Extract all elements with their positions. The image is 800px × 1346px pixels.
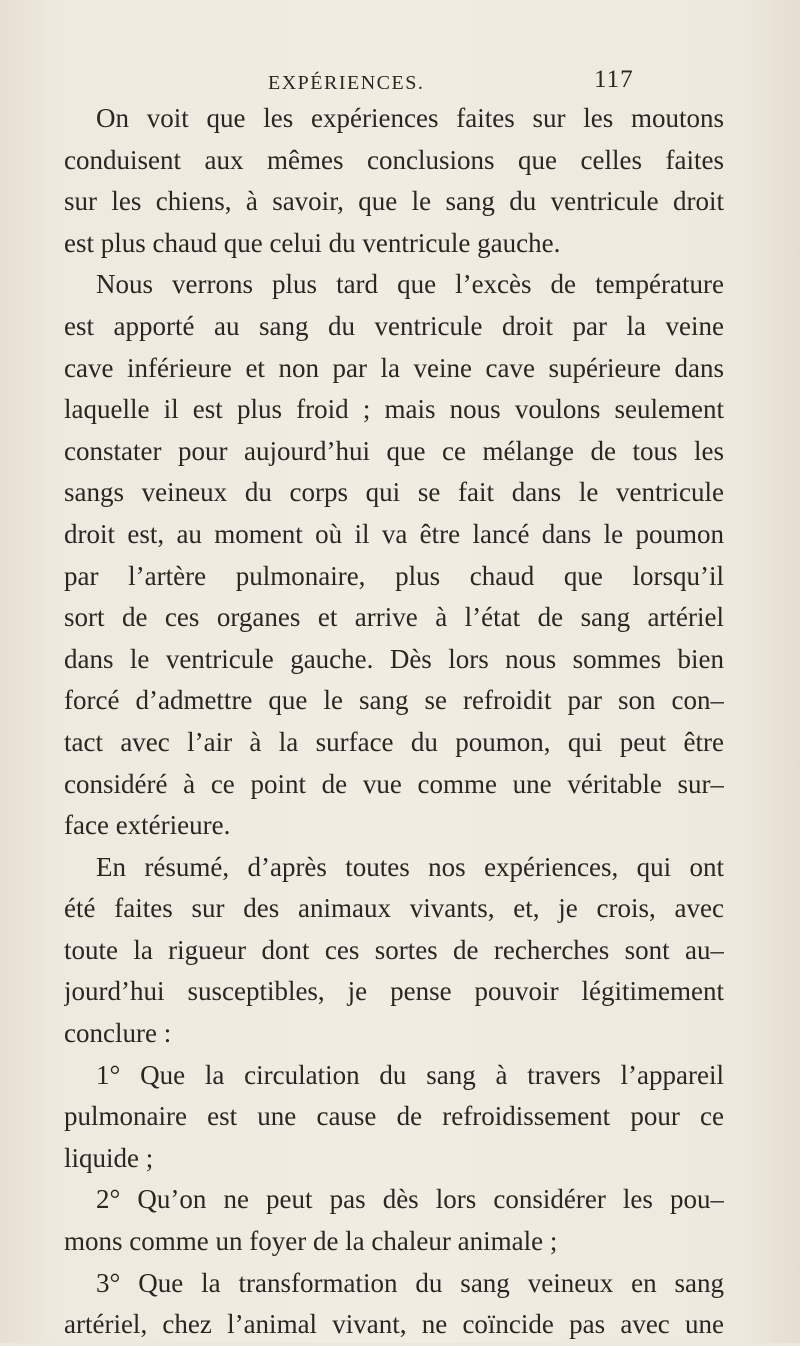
text-line: En résumé, d’après toutes nos expériences, qui ont — [96, 851, 724, 882]
text-line: sort de ces organes et arrive à l’état de sang artériel — [64, 602, 724, 633]
text-line: constater pour aujourd’hui que ce mélange de tous les — [64, 435, 724, 466]
text-line: est apporté au sang du ventricule droit par la veine — [64, 310, 724, 341]
page-number: 117 — [594, 66, 634, 93]
text-line: On voit que les expériences faites sur les moutons — [96, 103, 724, 133]
text-line: laquelle il est plus froid ; mais nous voulons seulement — [64, 394, 724, 425]
text-line: 2° Qu’on ne peut pas dès lors considérer les pou– — [96, 1184, 724, 1215]
text-line: été faites sur des animaux vivants, et, je crois, avec — [64, 893, 724, 924]
text-line: sangs veineux du corps qui se fait dans le ventricule — [64, 477, 724, 508]
text-line: par l’artère pulmonaire, plus chaud que lorsqu’il — [64, 560, 724, 591]
text-line: liquide ; — [64, 1142, 154, 1173]
text-line: pulmonaire est une cause de refroidissement pour ce — [64, 1101, 724, 1132]
text-line: tact avec l’air à la surface du poumon, qui peut être — [64, 726, 724, 757]
text-line: sur les chiens, à savoir, que le sang du ventricule droit — [64, 186, 724, 217]
text-line: mons comme un foyer de la chaleur animale ; — [64, 1226, 558, 1257]
text-line: est plus chaud que celui du ventricule gauche. — [64, 227, 561, 258]
text-line: artériel, chez l’animal vivant, ne coïncide pas avec une — [64, 1309, 724, 1340]
text-line: droit est, au moment où il va être lancé dans le poumon — [64, 518, 724, 549]
text-line: dans le ventricule gauche. Dès lors nous sommes bien — [64, 643, 724, 674]
text-line: conclure : — [64, 1018, 172, 1049]
text-line: considéré à ce point de vue comme une véritable sur– — [64, 768, 724, 799]
text-line: cave inférieure et non par la veine cave supérieure dans — [64, 352, 724, 383]
body-text — [64, 98, 724, 1346]
text-line: forcé d’admettre que le sang se refroidit par son con– — [64, 685, 724, 716]
text-line: 1° Que la circulation du sang à travers l’appareil — [96, 1059, 724, 1090]
text-line: 3° Que la transformation du sang veineux en sang — [96, 1267, 724, 1298]
text-line: Nous verrons plus tard que l’excès de température — [96, 269, 724, 300]
text-line: jourd’hui susceptibles, je pense pouvoir légitimement — [64, 976, 724, 1007]
text-line: conduisent aux mêmes conclusions que celles faites — [64, 144, 724, 175]
text-line: toute la rigueur dont ces sortes de recherches sont au– — [64, 934, 724, 965]
text-line: face extérieure. — [64, 810, 231, 841]
running-head: EXPÉRIENCES. — [268, 72, 425, 94]
